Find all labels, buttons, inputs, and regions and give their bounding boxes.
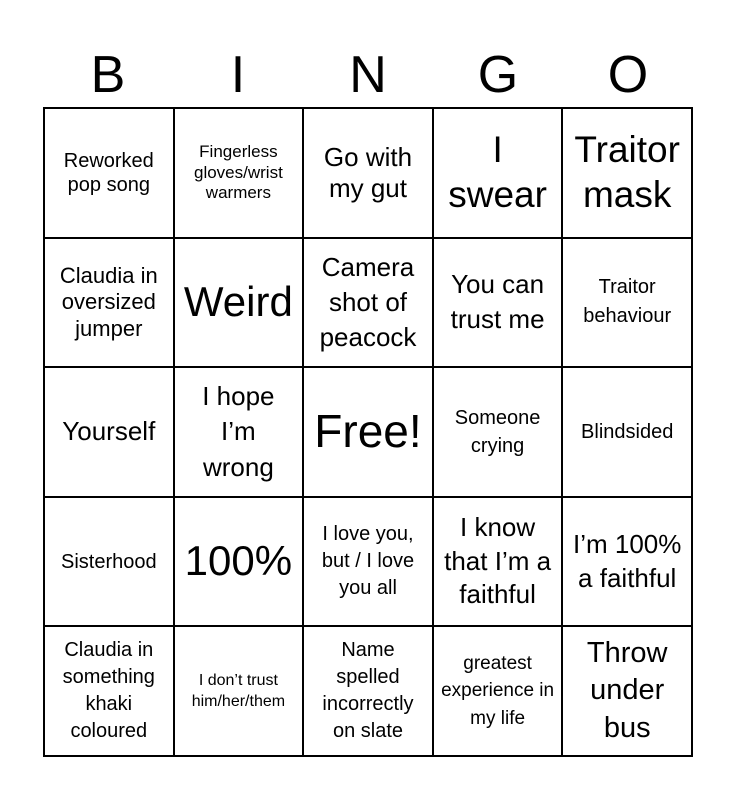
- header-letter-g: G: [477, 46, 519, 104]
- header-letter-i: I: [230, 46, 246, 104]
- bingo-cell[interactable]: Claudia in something khaki coloured: [44, 626, 174, 756]
- header-letter-o: O: [607, 46, 649, 104]
- bingo-cell[interactable]: I love you, but / I love you all: [303, 497, 433, 627]
- bingo-cell[interactable]: I’m 100% a faithful: [562, 497, 692, 627]
- bingo-header: [43, 40, 693, 110]
- bingo-cell[interactable]: Throw under bus: [562, 626, 692, 756]
- bingo-cell[interactable]: Traitor mask: [562, 108, 692, 238]
- bingo-cell[interactable]: Traitor behaviour: [562, 238, 692, 368]
- bingo-cell[interactable]: I don’t trust him/her/them: [174, 626, 304, 756]
- header-letter-n: N: [349, 46, 387, 104]
- bingo-cell[interactable]: I know that I’m a faithful: [433, 497, 563, 627]
- bingo-cell[interactable]: I swear: [433, 108, 563, 238]
- bingo-card-grid: [43, 107, 693, 757]
- bingo-cell[interactable]: Fingerless gloves/wrist warmers: [174, 108, 304, 238]
- bingo-cell[interactable]: Yourself: [44, 367, 174, 497]
- bingo-cell[interactable]: Reworked pop song: [44, 108, 174, 238]
- bingo-cell[interactable]: Name spelled incorrectly on slate: [303, 626, 433, 756]
- free-space-cell[interactable]: Free!: [303, 367, 433, 497]
- bingo-cell[interactable]: I hope I’m wrong: [174, 367, 304, 497]
- bingo-cell[interactable]: greatest experience in my life: [433, 626, 563, 756]
- bingo-cell[interactable]: Someone crying: [433, 367, 563, 497]
- bingo-cell[interactable]: Sisterhood: [44, 497, 174, 627]
- bingo-cell[interactable]: Blindsided: [562, 367, 692, 497]
- bingo-cell[interactable]: Go with my gut: [303, 108, 433, 238]
- bingo-cell[interactable]: Claudia in oversized jumper: [44, 238, 174, 368]
- bingo-cell[interactable]: You can trust me: [433, 238, 563, 368]
- header-letter-b: B: [90, 46, 126, 104]
- bingo-cell[interactable]: Camera shot of peacock: [303, 238, 433, 368]
- bingo-cell[interactable]: Weird: [174, 238, 304, 368]
- bingo-cell[interactable]: 100%: [174, 497, 304, 627]
